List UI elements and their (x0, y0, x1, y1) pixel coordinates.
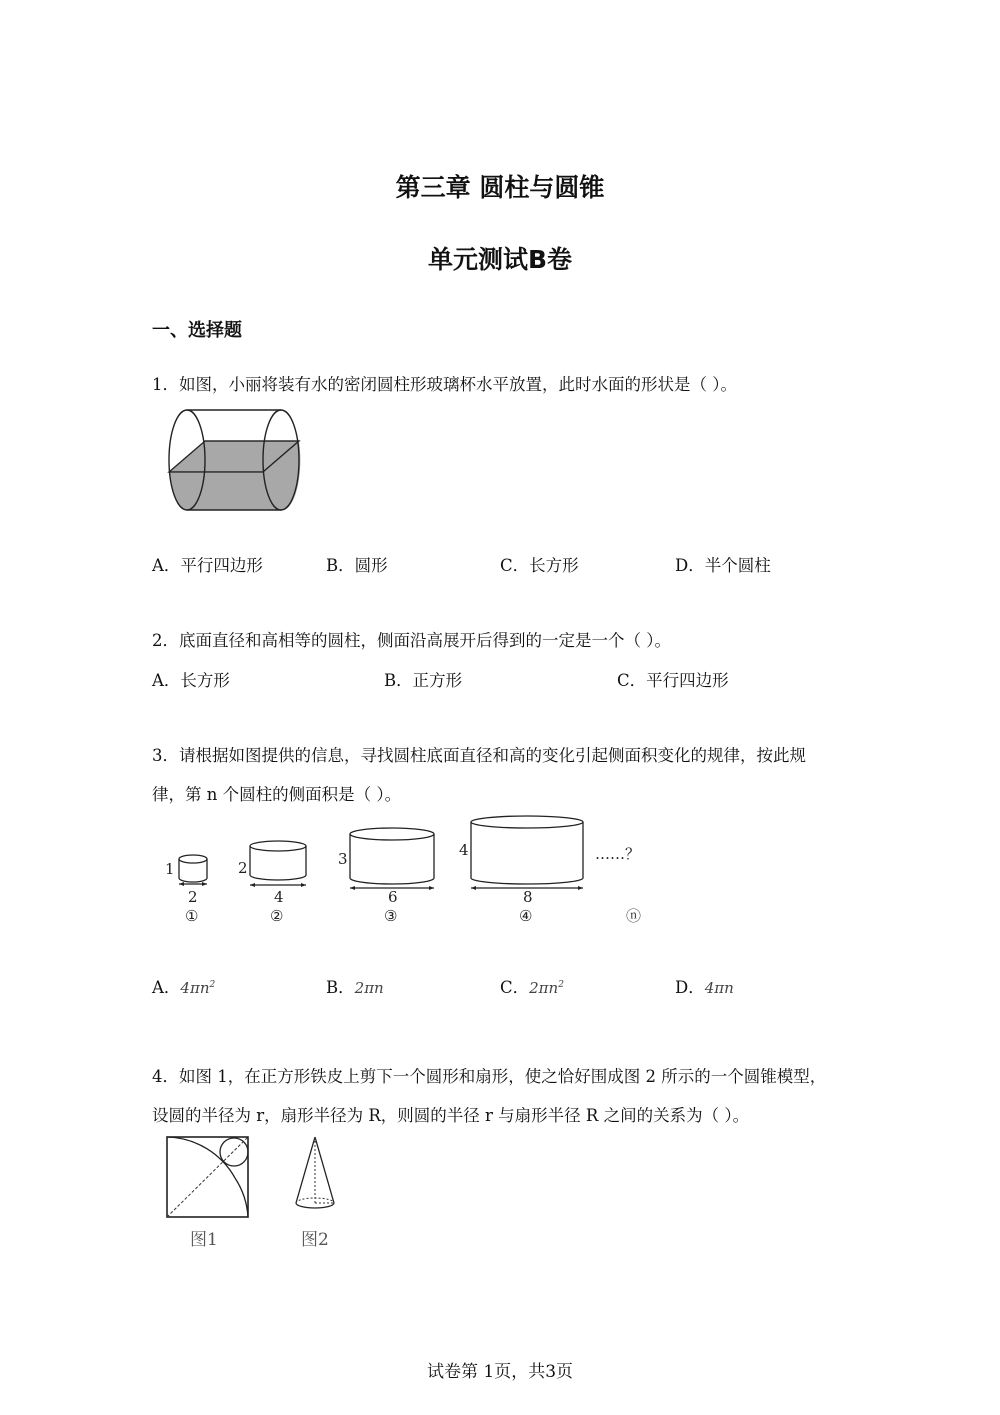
continuation-text: ……？ (595, 845, 641, 863)
cyl2-height: 2 (238, 859, 248, 877)
cyl2-index: ② (270, 907, 284, 925)
q3-option-c[interactable]: C．$2\pi n^2$ (500, 978, 564, 997)
q1-option-d[interactable]: D．半个圆柱 (675, 556, 771, 575)
page-subtitle: 单元测试B卷 (427, 245, 573, 274)
cyl4-diameter: 8 (523, 888, 533, 906)
section-heading: 一、选择题 (152, 320, 242, 341)
q2-option-c[interactable]: C．平行四边形 (617, 671, 729, 690)
square-sector-figure (160, 1130, 260, 1255)
cyl1-index: ① (185, 907, 199, 925)
cyl2-diameter: 4 (274, 888, 284, 906)
cyl1-height: 1 (165, 860, 175, 878)
question-3-line2: 律，第 n 个圆柱的侧面积是（ ）。 (152, 785, 402, 804)
cylinder-water-figure (160, 400, 320, 520)
cylinder-sequence-figure (160, 810, 660, 930)
cone-figure (285, 1130, 355, 1255)
cyl3-diameter: 6 (388, 888, 398, 906)
q2-option-a[interactable]: A．长方形 (152, 671, 230, 690)
cyl1-diameter: 2 (188, 888, 198, 906)
question-1-text: 1．如图，小丽将装有水的密闭圆柱形玻璃杯水平放置，此时水面的形状是（ ）。 (152, 375, 737, 394)
q3-option-d[interactable]: D．4πn (675, 978, 734, 997)
q1-option-a[interactable]: A．平行四边形 (152, 556, 263, 575)
q2-option-b[interactable]: B．正方形 (384, 671, 463, 690)
question-3-line1: 3．请根据如图提供的信息，寻找圆柱底面直径和高的变化引起侧面积变化的规律，按此规 (152, 746, 806, 765)
q1-option-c[interactable]: C．长方形 (500, 556, 579, 575)
question-4-line2: 设圆的半径为 r，扇形半径为 R，则圆的半径 r 与扇形半径 R 之间的关系为（ ）。 (152, 1106, 750, 1125)
figure-2-label: 图2 (301, 1230, 329, 1250)
page-footer: 试卷第 1页，共3页 (426, 1362, 574, 1382)
cyln-index: ⓝ (626, 907, 642, 925)
question-2-text: 2．底面直径和高相等的圆柱，侧面沿高展开后得到的一定是一个（ ）。 (152, 631, 671, 650)
figure-1-label: 图1 (190, 1230, 218, 1250)
q1-option-b[interactable]: B．圆形 (326, 556, 388, 575)
cyl4-index: ④ (519, 907, 533, 925)
q3-option-a[interactable]: A．$4\pi n^2$ (152, 978, 216, 997)
page-title: 第三章 圆柱与圆锥 (395, 173, 605, 202)
cyl3-height: 3 (338, 850, 348, 868)
question-4-line1: 4．如图 1，在正方形铁皮上剪下一个圆形和扇形，使之恰好围成图 2 所示的一个圆锥模型， (152, 1067, 827, 1086)
cyl4-height: 4 (459, 841, 469, 859)
q3-option-b[interactable]: B．2πn (326, 978, 384, 997)
cyl3-index: ③ (384, 907, 398, 925)
